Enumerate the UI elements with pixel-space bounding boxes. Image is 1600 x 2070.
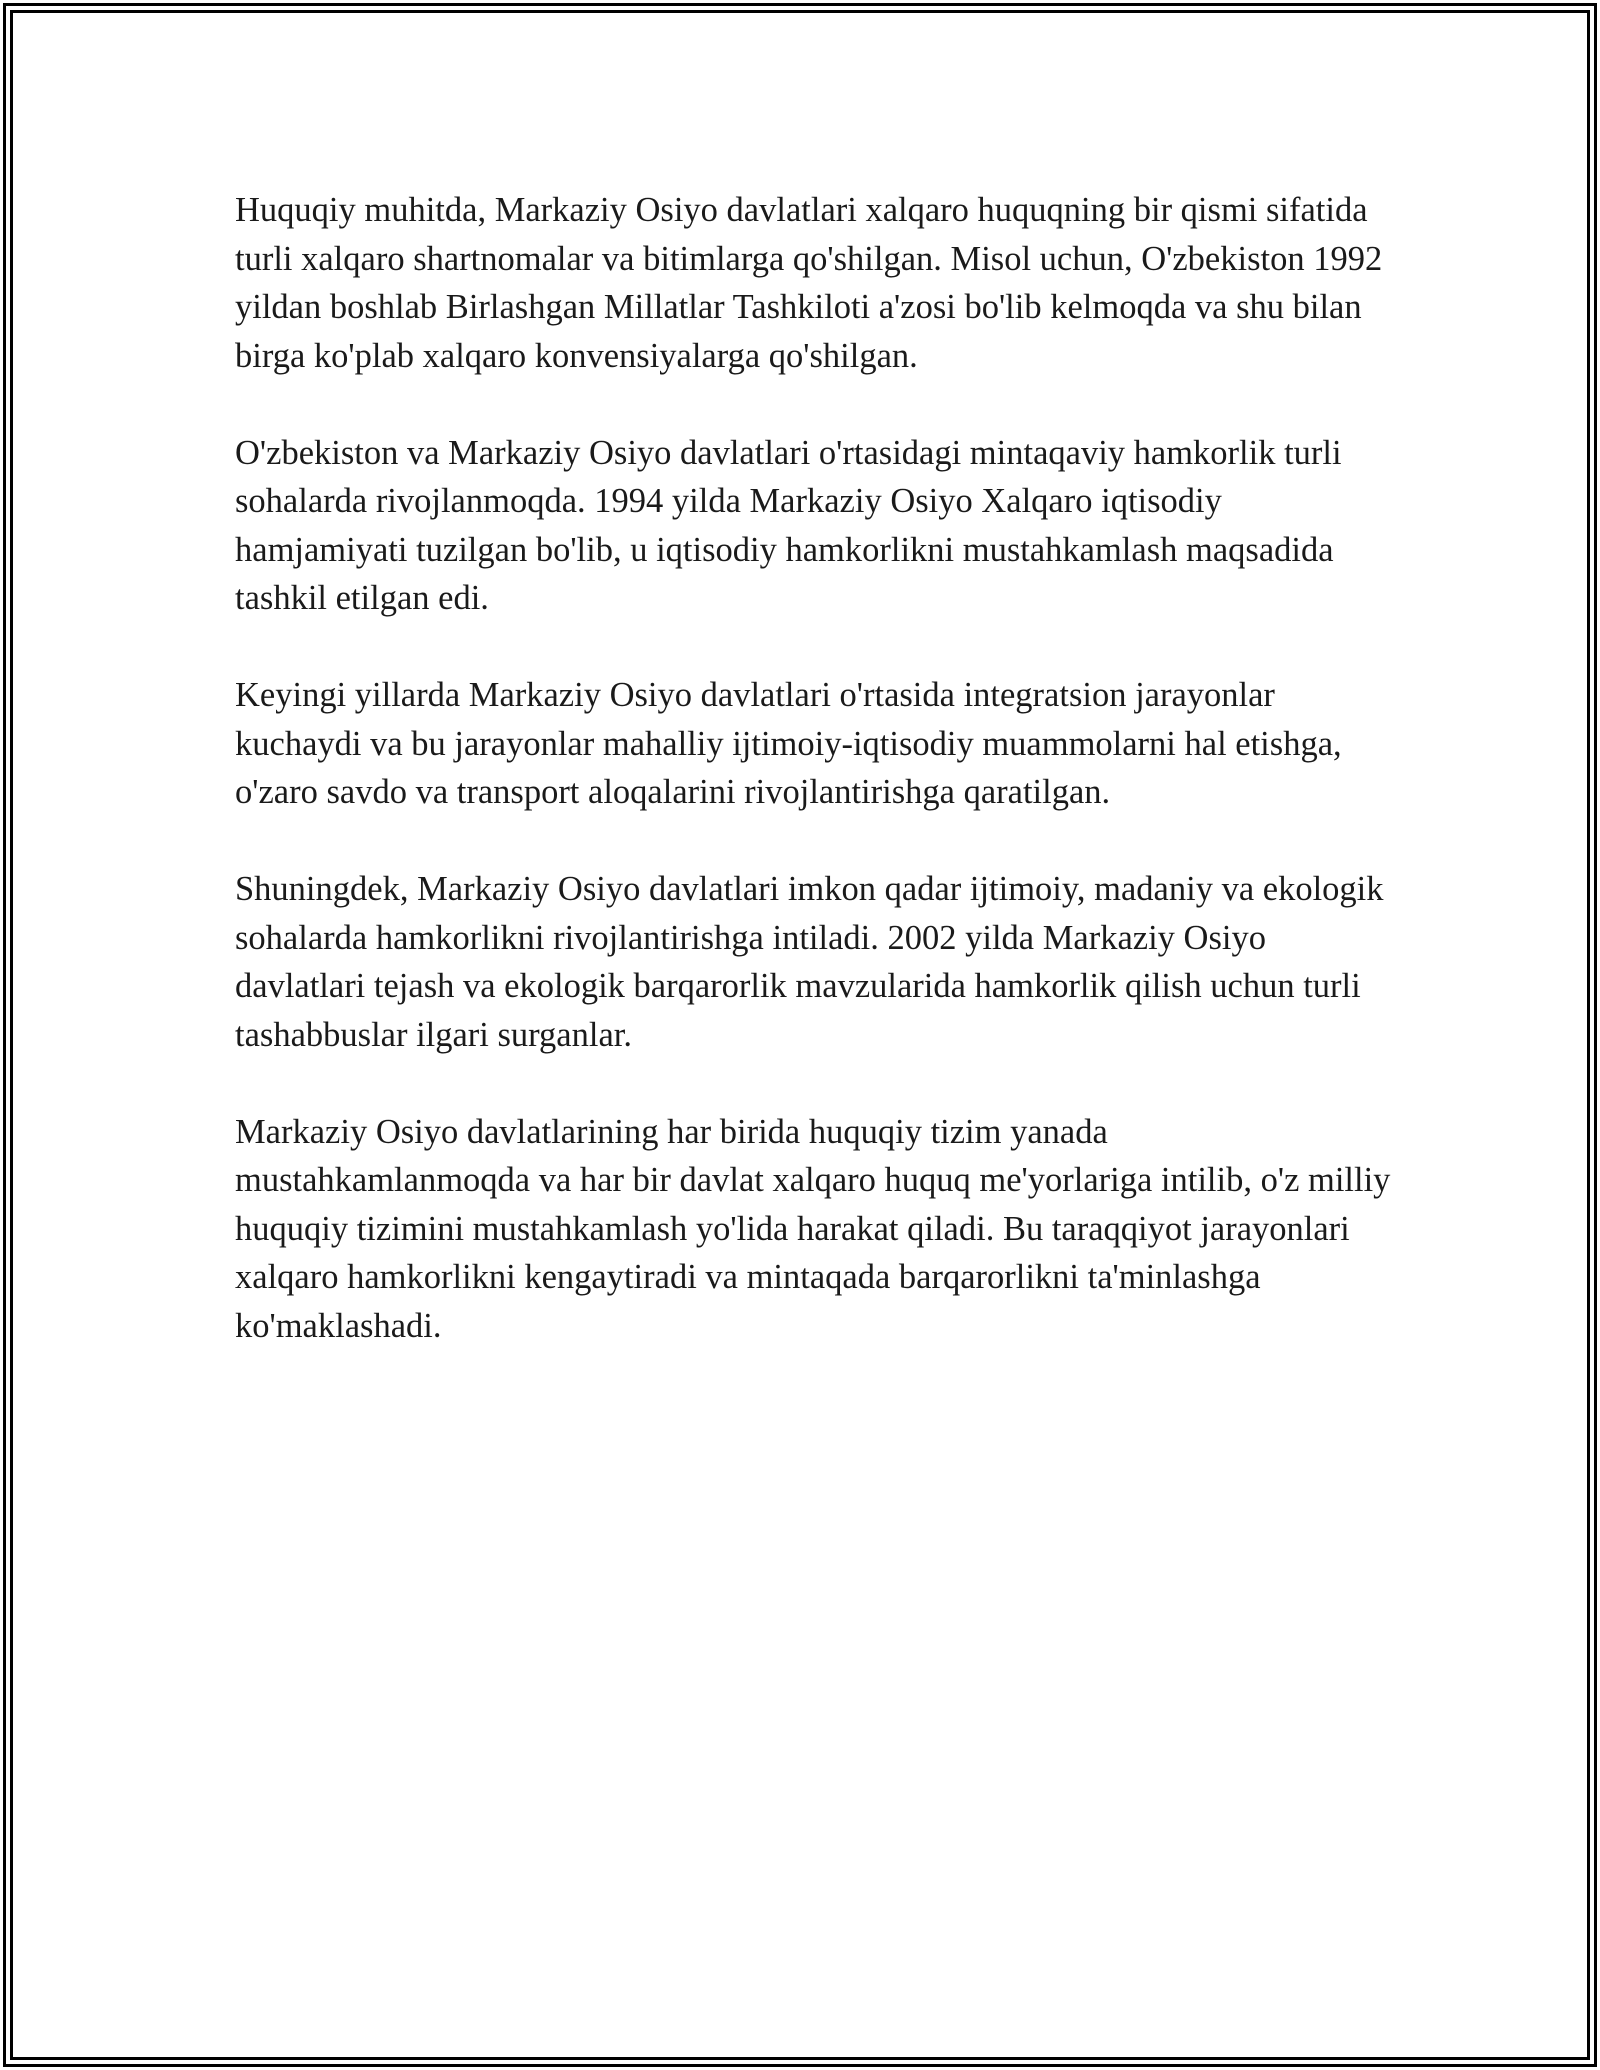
paragraph-1: Huquqiy muhitda, Markaziy Osiyo davlatlari xalqaro huquqning bir qismi sifatida turli xalqaro shartnomalar va bitimlarga qo'shilgan. Misol uchun, O'zbekiston 1992 yildan boshlab Birlashgan Millatlar Tashkiloti a'zosi bo'lib kelmoqda va shu bilan birga ko'plab xalqaro konvensiyalarga qo'shilgan. — [235, 191, 1383, 375]
paragraph-3: Keyingi yillarda Markaziy Osiyo davlatlari o'rtasida integratsion jarayonlar kuchaydi va bu jarayonlar mahalliy ijtimoiy-iqtisodiy muammolarni hal etishga, o'zaro savdo va transport aloqalarini rivojlantirishga qaratilgan. — [235, 676, 1342, 811]
paragraph-4: Shuningdek, Markaziy Osiyo davlatlari imkon qadar ijtimoiy, madaniy va ekologik sohalarda hamkorlikni rivojlantirishga intiladi. 2002 yilda Markaziy Osiyo davlatlari tejash va ekologik barqarorlik mavzularida hamkorlik qilish uchun turli tashabbuslar ilgari surganlar. — [235, 870, 1384, 1054]
paragraph-5: Markaziy Osiyo davlatlarining har birida huquqiy tizim yanada mustahkamlanmoqda va har bir davlat xalqaro huquq me'yorlariga intilib, o'z milliy huquqiy tizimini mustahkamlash yo'lida harakat qiladi. Bu taraqqiyot jarayonlari xalqaro hamkorlikni kengaytiradi va mintaqada barqarorlikni ta'minlashga ko'maklashadi. — [235, 1112, 1391, 1345]
paragraph-2: O'zbekiston va Markaziy Osiyo davlatlari o'rtasidagi mintaqaviy hamkorlik turli sohalarda rivojlanmoqda. 1994 yilda Markaziy Osiyo Xalqaro iqtisodiy hamjamiyati tuzilgan bo'lib, u iqtisodiy hamkorlikni mustahkamlash maqsadida tashkil etilgan edi. — [235, 433, 1342, 617]
document-body — [235, 186, 1395, 1399]
